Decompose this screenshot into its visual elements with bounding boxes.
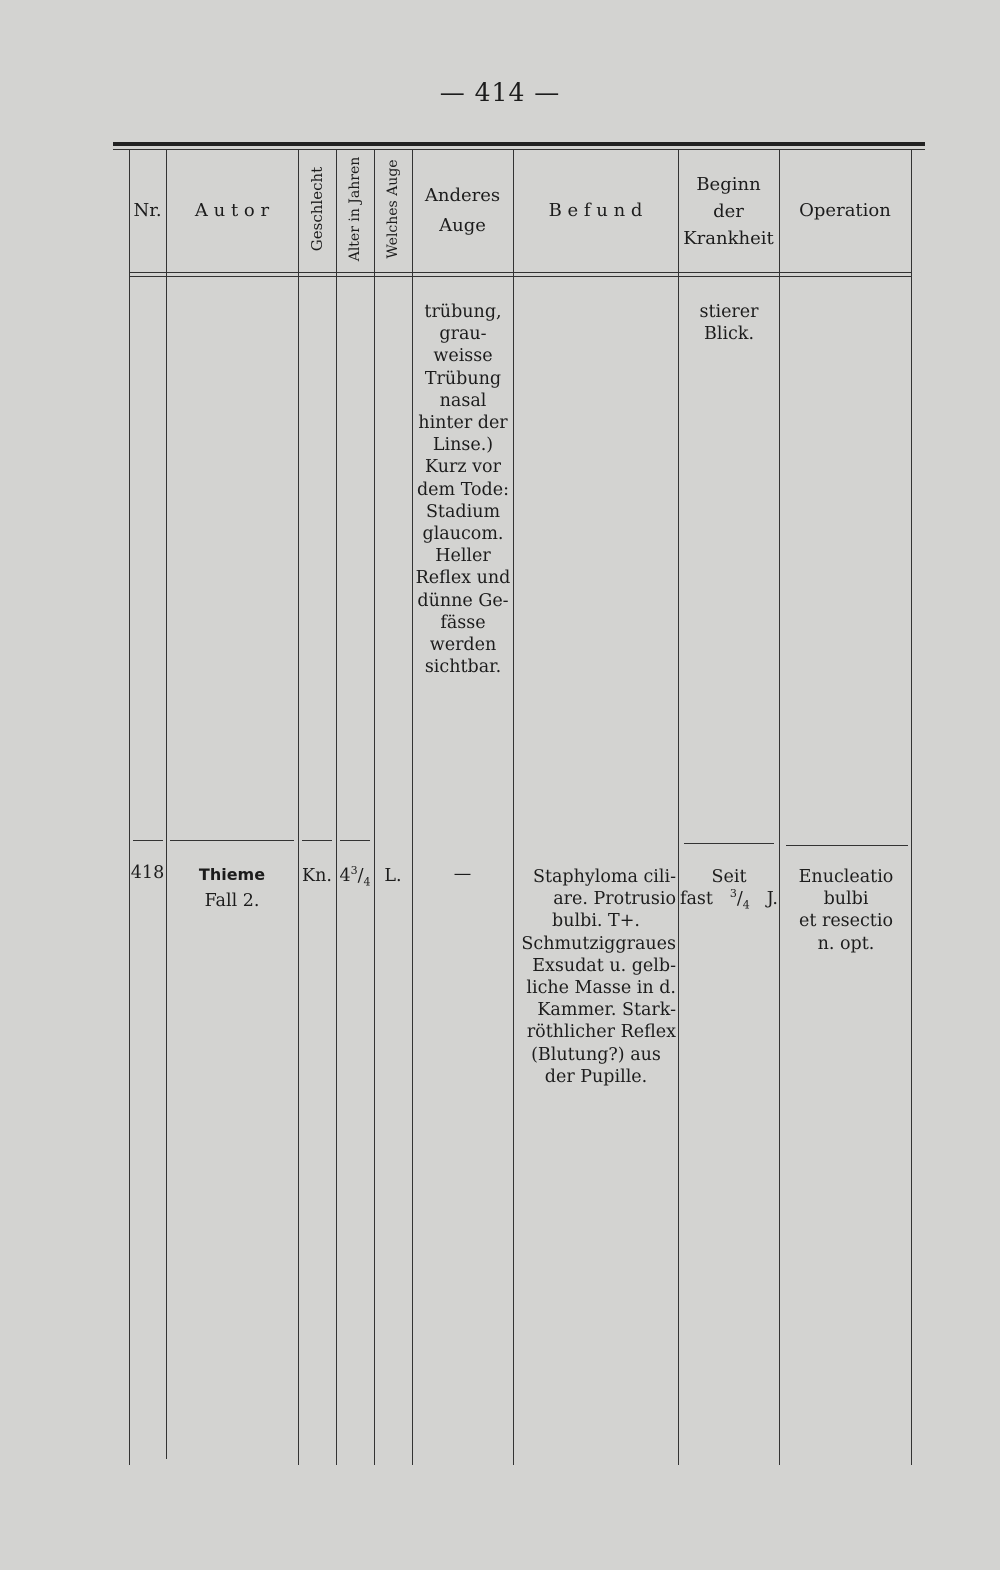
header-anderes-auge-line: Anderes — [424, 185, 501, 206]
row-418-nr: 418 — [130, 863, 165, 883]
row-418-geschlecht: Kn. — [302, 866, 332, 886]
text-line: nasal — [439, 390, 487, 411]
row-separator — [340, 840, 370, 841]
col-line — [513, 149, 514, 1465]
alter-denominator: 4 — [363, 875, 371, 889]
text-line: dem Tode: — [416, 479, 510, 500]
beginn-line-1: Seit — [711, 867, 747, 887]
text-line: Heller — [435, 546, 491, 567]
author-name: Thieme — [198, 865, 266, 884]
row-separator — [786, 845, 908, 846]
row-418-autor — [166, 862, 298, 914]
header-rule — [129, 276, 911, 277]
text-line: Stadium — [425, 501, 501, 522]
col-line — [412, 149, 413, 1465]
header-befund: B e f u n d — [548, 200, 643, 221]
row-separator — [133, 840, 163, 841]
header-beginn-line: der — [713, 201, 744, 222]
header-autor: A u t o r — [194, 200, 270, 221]
author-case: Fall 2. — [204, 891, 260, 911]
row-418-beginn — [680, 866, 778, 910]
text-line: Kammer. Stark- — [537, 1000, 676, 1021]
col-line — [336, 149, 337, 1465]
text-line: (Blutung?) aus — [531, 1044, 661, 1065]
beginn-prefix: fast — [680, 889, 713, 910]
col-line — [374, 149, 375, 1465]
text-line: sichtbar. — [424, 657, 502, 678]
text-line: trübung, — [424, 302, 502, 322]
alter-numerator: 3 — [350, 864, 358, 878]
text-line: stierer — [699, 302, 759, 322]
col-line — [298, 149, 299, 1465]
beginn-line-2 — [680, 888, 778, 910]
header-beginn — [678, 171, 779, 252]
beginn-denominator: 4 — [742, 898, 750, 912]
text-line: Enucleatio — [798, 867, 894, 887]
text-line: n. opt. — [817, 933, 875, 954]
text-line: glaucom. — [422, 524, 504, 545]
row-separator — [684, 843, 774, 844]
row-418-auge: L. — [384, 866, 402, 886]
header-rule — [129, 272, 911, 273]
row-separator — [170, 840, 294, 841]
beginn-fraction: $^3/_4$ — [729, 887, 750, 912]
row-418-alter: $4^3/_4$ — [339, 864, 371, 889]
row-418-anderes-auge: — — [453, 864, 472, 884]
alter-whole: 4 — [339, 866, 351, 886]
text-line: Schmutziggraues — [521, 933, 676, 954]
text-line: hinter der — [418, 413, 508, 434]
text-line: grau- — [439, 324, 487, 345]
header-nr: Nr. — [133, 200, 162, 221]
continued-beginn — [680, 301, 778, 345]
top-rule-thin — [113, 149, 925, 150]
text-line: Kurz vor — [425, 457, 501, 478]
continued-anderes-auge — [414, 301, 512, 678]
header-geschlecht: Geschlecht — [308, 166, 326, 252]
text-line: Staphyloma cili- — [532, 867, 676, 887]
header-welches-auge: Welches Auge — [385, 159, 401, 259]
text-line: röthlicher Reflex — [526, 1022, 676, 1043]
text-line: Linse.) — [432, 435, 494, 456]
header-anderes-auge — [412, 181, 513, 241]
beginn-numerator: 3 — [729, 887, 737, 901]
header-operation: Operation — [799, 200, 891, 221]
text-line: liche Masse in d. — [526, 978, 676, 999]
col-line — [911, 149, 912, 1465]
text-line: et resectio — [799, 911, 893, 932]
header-beginn-line: Krankheit — [683, 228, 774, 249]
row-418-befund — [516, 866, 676, 1088]
text-line: Trübung — [424, 368, 502, 389]
header-alter: Alter in Jahren — [347, 156, 363, 262]
text-line: dünne Ge- — [417, 590, 509, 611]
text-line: Exsudat u. gelb- — [532, 955, 676, 976]
text-line: fässe — [440, 612, 486, 633]
text-line: bulbi — [823, 889, 869, 910]
beginn-suffix: J. — [766, 889, 778, 910]
col-line — [779, 149, 780, 1465]
header-anderes-auge-line: Auge — [439, 215, 486, 236]
text-line: Reflex und — [415, 568, 511, 589]
text-line: are. Protrusio — [553, 889, 676, 910]
page-number: — 414 — — [439, 78, 561, 107]
text-line: bulbi. T+. — [552, 911, 640, 932]
top-rule — [113, 142, 925, 146]
row-418-operation — [781, 866, 911, 955]
text-line: der Pupille. — [544, 1066, 648, 1087]
text-line: werden — [429, 635, 497, 656]
col-line — [166, 149, 167, 1459]
text-line: weisse — [433, 346, 493, 367]
header-beginn-line: Beginn — [696, 174, 761, 195]
text-line: Blick. — [703, 324, 755, 345]
row-separator — [302, 840, 332, 841]
col-line — [129, 149, 130, 1465]
col-line — [678, 149, 679, 1465]
